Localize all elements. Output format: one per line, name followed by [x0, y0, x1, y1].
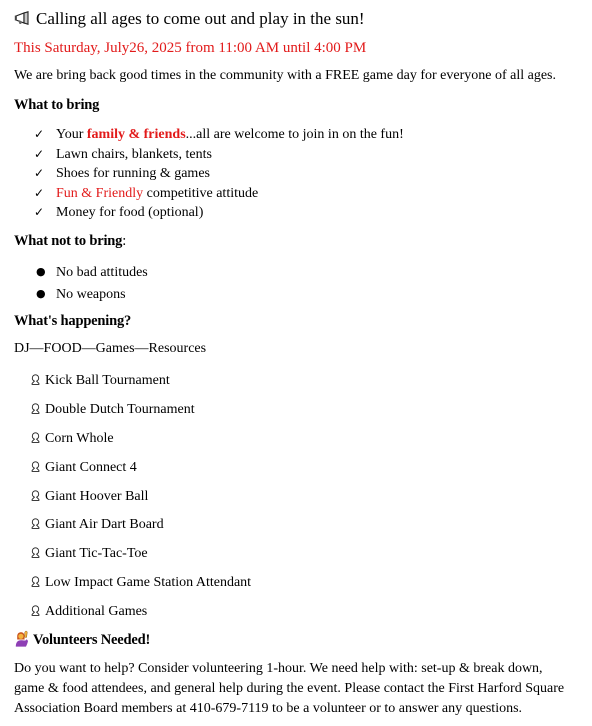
what-to-bring-item: [34, 164, 404, 184]
game-name: Low Impact Game Station Attendant: [45, 575, 252, 591]
game-name: Double Dutch Tournament: [45, 401, 195, 417]
what-to-bring-heading: What to bring: [14, 97, 100, 113]
resources-line: DJ—FOOD—Games—Resources: [14, 341, 207, 356]
game-piece-icon: [30, 518, 41, 529]
megaphone-icon: [14, 11, 32, 25]
what-not-to-bring-item: [36, 261, 148, 283]
item-text: Your: [56, 127, 87, 142]
person-raising-hand-icon: [14, 630, 31, 647]
game-item: [30, 515, 251, 544]
item-text: ...all are welcome to join in on the fun!: [185, 127, 404, 142]
item-text: No weapons: [56, 286, 126, 302]
game-name: Kick Ball Tournament: [45, 373, 170, 388]
what-to-bring-list: [34, 125, 404, 223]
game-name: Giant Hoover Ball: [45, 488, 149, 504]
what-to-bring-item: [34, 184, 404, 204]
game-item: [30, 487, 251, 516]
game-name: Giant Tic-Tac-Toe: [45, 546, 148, 562]
item-highlight: family & friends: [86, 127, 186, 142]
what-not-to-bring-item: [36, 283, 148, 305]
what-to-bring-item: [34, 125, 404, 145]
game-item: [30, 400, 251, 429]
volunteer-paragraph: [14, 659, 586, 719]
item-text: Lawn chairs, blankets, tents: [56, 146, 212, 162]
game-item: [30, 573, 251, 602]
game-piece-icon: [30, 547, 41, 558]
volunteers-heading: [14, 630, 150, 650]
game-piece-icon: [30, 403, 41, 414]
bullet-icon: ●: [36, 286, 46, 300]
check-icon: ✓: [34, 166, 45, 180]
game-name: Additional Games: [45, 604, 148, 620]
item-text: Money for food (optional): [56, 205, 204, 220]
game-piece-icon: [30, 461, 41, 472]
flyer-title: [14, 8, 365, 30]
volunteer-paragraph-line: Association Board members at 410-679-7119 to be a volunteer or to answer any questions.: [14, 701, 523, 716]
what-to-bring-item: [34, 203, 404, 223]
item-highlight: Fun & Friendly: [56, 185, 144, 201]
volunteer-paragraph-line: game & food attendees, and general help during the event. Please contact the First Harford Square: [14, 681, 565, 696]
check-icon: ✓: [34, 185, 45, 200]
game-piece-icon: [30, 490, 41, 501]
item-text: competitive attitude: [143, 185, 259, 201]
heading-colon: :: [122, 233, 127, 249]
item-text: Shoes for running & games: [56, 166, 210, 181]
what-not-to-bring-label: What not to bring: [14, 233, 123, 249]
event-date-line: This Saturday, July26, 2025 from 11:00 AM until 4:00 PM: [14, 40, 367, 56]
title-text: Calling all ages to come out and play in the sun!: [36, 9, 365, 28]
what-not-to-bring-heading: [14, 231, 126, 251]
game-piece-icon: [30, 432, 41, 443]
game-name: Giant Connect 4: [45, 459, 137, 475]
check-icon: ✓: [34, 146, 45, 161]
game-item: [30, 602, 251, 631]
what-not-to-bring-list: [36, 261, 148, 304]
game-name: Corn Whole: [45, 430, 114, 446]
game-item: [30, 544, 251, 573]
game-item: [30, 429, 251, 458]
game-name: Giant Air Dart Board: [45, 517, 164, 533]
games-list: [30, 371, 251, 631]
volunteer-paragraph-line: Do you want to help? Consider volunteering 1-hour. We need help with: set-up & break down,: [14, 661, 543, 676]
item-text: No bad attitudes: [56, 265, 148, 280]
game-item: [30, 371, 251, 400]
game-item: [30, 458, 251, 487]
check-icon: ✓: [34, 205, 45, 219]
game-piece-icon: [30, 374, 41, 385]
intro-text: We are bring back good times in the community with a FREE game day for everyone of all ages.: [14, 68, 556, 83]
what-to-bring-item: [34, 145, 404, 165]
bullet-icon: ●: [36, 265, 46, 278]
volunteers-heading-text: Volunteers Needed!: [33, 632, 151, 648]
whats-happening-heading: What's happening?: [14, 313, 132, 329]
game-piece-icon: [30, 605, 41, 616]
game-piece-icon: [30, 576, 41, 587]
check-icon: ✓: [34, 127, 45, 141]
